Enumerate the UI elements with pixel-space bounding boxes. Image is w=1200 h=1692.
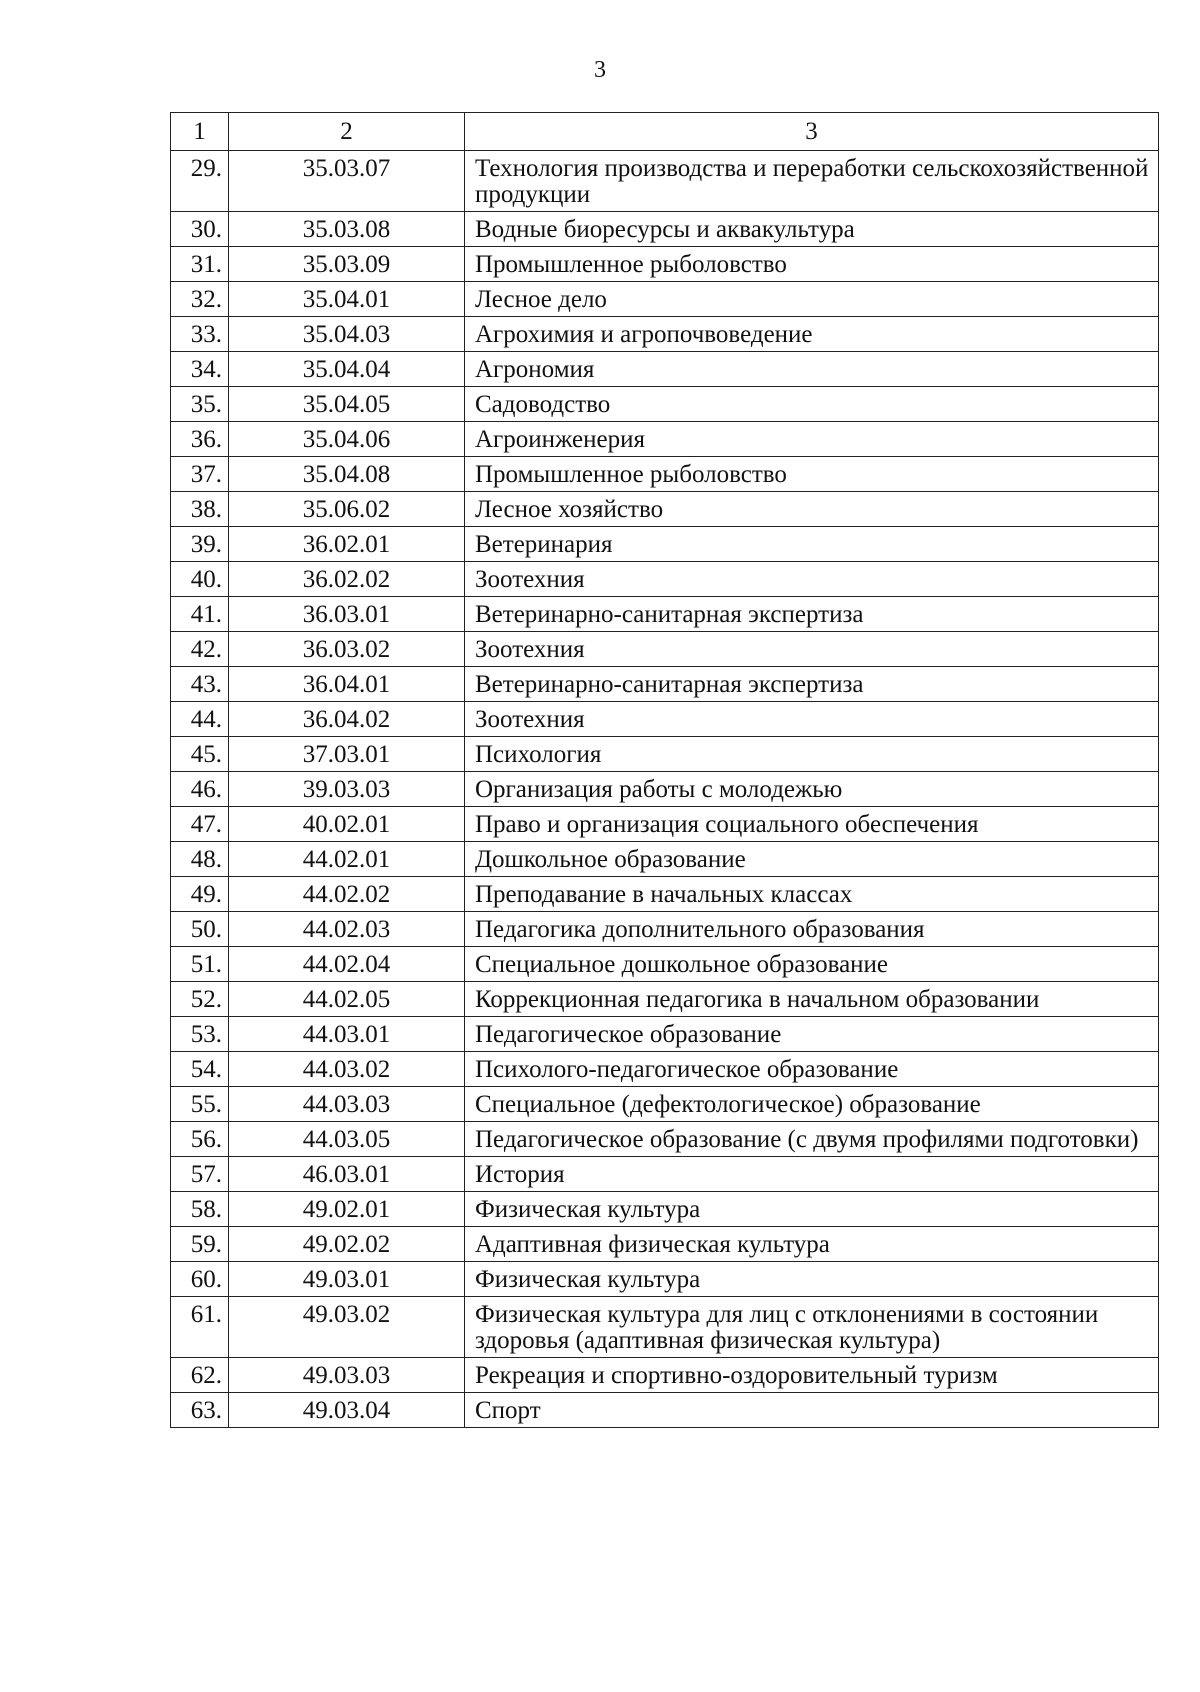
row-number-cell: 57. — [171, 1157, 229, 1192]
row-number-cell: 34. — [171, 352, 229, 387]
table-row — [171, 457, 1159, 492]
specialty-name-cell: Лесное дело — [465, 282, 1159, 317]
specialty-code-cell: 35.03.07 — [229, 151, 465, 212]
specialty-name-cell: Технология производства и переработки сельскохозяйственной продукции — [465, 151, 1159, 212]
column-header-code: 2 — [229, 113, 465, 151]
table-row — [171, 772, 1159, 807]
column-header-number: 1 — [171, 113, 229, 151]
specialty-code-cell: 44.02.02 — [229, 877, 465, 912]
specialty-name-cell: Зоотехния — [465, 702, 1159, 737]
specialty-code-cell: 44.02.05 — [229, 982, 465, 1017]
specialty-name-cell: Ветеринария — [465, 527, 1159, 562]
specialty-name-cell: Психолого-педагогическое образование — [465, 1052, 1159, 1087]
specialty-name-cell: Психология — [465, 737, 1159, 772]
specialty-name-cell: Педагогика дополнительного образования — [465, 912, 1159, 947]
table-row — [171, 912, 1159, 947]
table-row — [171, 562, 1159, 597]
row-number-cell: 43. — [171, 667, 229, 702]
row-number-cell: 50. — [171, 912, 229, 947]
table-row — [171, 352, 1159, 387]
table-row — [171, 1157, 1159, 1192]
specialty-name-cell: Рекреация и спортивно-оздоровительный туризм — [465, 1358, 1159, 1393]
specialty-name-cell: Педагогическое образование — [465, 1017, 1159, 1052]
specialty-name-cell: Зоотехния — [465, 632, 1159, 667]
table-row — [171, 1262, 1159, 1297]
specialty-name-cell: Спорт — [465, 1393, 1159, 1428]
specialty-code-cell: 36.04.01 — [229, 667, 465, 702]
specialty-code-cell: 35.03.08 — [229, 212, 465, 247]
table-row — [171, 702, 1159, 737]
specialty-name-cell: Промышленное рыболовство — [465, 457, 1159, 492]
table-row — [171, 387, 1159, 422]
specialty-name-cell: Дошкольное образование — [465, 842, 1159, 877]
row-number-cell: 40. — [171, 562, 229, 597]
specialty-name-cell: Преподавание в начальных классах — [465, 877, 1159, 912]
specialty-name-cell: Зоотехния — [465, 562, 1159, 597]
specialty-code-cell: 35.04.08 — [229, 457, 465, 492]
specialty-name-cell: Агрохимия и агропочвоведение — [465, 317, 1159, 352]
specialty-code-cell: 40.02.01 — [229, 807, 465, 842]
row-number-cell: 60. — [171, 1262, 229, 1297]
specialty-code-cell: 49.02.02 — [229, 1227, 465, 1262]
specialty-code-cell: 44.03.02 — [229, 1052, 465, 1087]
row-number-cell: 38. — [171, 492, 229, 527]
specialty-name-cell: Физическая культура — [465, 1192, 1159, 1227]
table-row — [171, 317, 1159, 352]
row-number-cell: 56. — [171, 1122, 229, 1157]
specialty-name-cell: История — [465, 1157, 1159, 1192]
specialty-code-cell: 36.02.01 — [229, 527, 465, 562]
table-row — [171, 282, 1159, 317]
specialty-name-cell: Специальное (дефектологическое) образование — [465, 1087, 1159, 1122]
row-number-cell: 61. — [171, 1297, 229, 1358]
specialty-code-cell: 49.03.04 — [229, 1393, 465, 1428]
row-number-cell: 41. — [171, 597, 229, 632]
specialty-code-cell: 35.04.04 — [229, 352, 465, 387]
table-row — [171, 1087, 1159, 1122]
specialty-code-cell: 44.02.01 — [229, 842, 465, 877]
specialty-code-cell: 35.04.05 — [229, 387, 465, 422]
specialty-name-cell: Адаптивная физическая культура — [465, 1227, 1159, 1262]
specialty-code-cell: 49.03.01 — [229, 1262, 465, 1297]
table-row — [171, 737, 1159, 772]
specialty-code-cell: 49.02.01 — [229, 1192, 465, 1227]
specialty-name-cell: Промышленное рыболовство — [465, 247, 1159, 282]
specialty-code-cell: 46.03.01 — [229, 1157, 465, 1192]
row-number-cell: 54. — [171, 1052, 229, 1087]
specialty-name-cell: Физическая культура для лиц с отклонениями в состоянии здоровья (адаптивная физическая культура) — [465, 1297, 1159, 1358]
table-row — [171, 1052, 1159, 1087]
row-number-cell: 53. — [171, 1017, 229, 1052]
specialty-name-cell: Специальное дошкольное образование — [465, 947, 1159, 982]
table-row — [171, 247, 1159, 282]
row-number-cell: 30. — [171, 212, 229, 247]
specialty-code-cell: 35.04.06 — [229, 422, 465, 457]
row-number-cell: 35. — [171, 387, 229, 422]
table-row — [171, 1017, 1159, 1052]
table-row — [171, 597, 1159, 632]
row-number-cell: 45. — [171, 737, 229, 772]
specialty-code-cell: 37.03.01 — [229, 737, 465, 772]
table-row — [171, 667, 1159, 702]
table-row — [171, 1297, 1159, 1358]
row-number-cell: 44. — [171, 702, 229, 737]
specialty-name-cell: Водные биоресурсы и аквакультура — [465, 212, 1159, 247]
table-row — [171, 877, 1159, 912]
specialty-name-cell: Лесное хозяйство — [465, 492, 1159, 527]
row-number-cell: 48. — [171, 842, 229, 877]
table-row — [171, 1393, 1159, 1428]
specialty-name-cell: Садоводство — [465, 387, 1159, 422]
specialty-code-cell: 44.03.03 — [229, 1087, 465, 1122]
row-number-cell: 46. — [171, 772, 229, 807]
specialty-name-cell: Ветеринарно-санитарная экспертиза — [465, 597, 1159, 632]
specialty-code-cell: 35.04.01 — [229, 282, 465, 317]
row-number-cell: 62. — [171, 1358, 229, 1393]
row-number-cell: 39. — [171, 527, 229, 562]
table-row — [171, 1192, 1159, 1227]
table-row — [171, 1122, 1159, 1157]
specialty-name-cell: Педагогическое образование (с двумя профилями подготовки) — [465, 1122, 1159, 1157]
specialties-table — [170, 112, 1159, 1428]
specialty-code-cell: 36.04.02 — [229, 702, 465, 737]
row-number-cell: 59. — [171, 1227, 229, 1262]
row-number-cell: 29. — [171, 151, 229, 212]
column-header-name: 3 — [465, 113, 1159, 151]
specialty-name-cell: Физическая культура — [465, 1262, 1159, 1297]
table-row — [171, 982, 1159, 1017]
specialty-code-cell: 35.03.09 — [229, 247, 465, 282]
specialty-code-cell: 35.04.03 — [229, 317, 465, 352]
row-number-cell: 52. — [171, 982, 229, 1017]
specialty-code-cell: 44.03.01 — [229, 1017, 465, 1052]
row-number-cell: 42. — [171, 632, 229, 667]
row-number-cell: 33. — [171, 317, 229, 352]
table-row — [171, 212, 1159, 247]
page-number: 3 — [594, 57, 606, 83]
specialty-name-cell: Организация работы с молодежью — [465, 772, 1159, 807]
specialty-name-cell: Агрономия — [465, 352, 1159, 387]
row-number-cell: 37. — [171, 457, 229, 492]
specialty-name-cell: Право и организация социального обеспечения — [465, 807, 1159, 842]
table-row — [171, 422, 1159, 457]
specialty-code-cell: 36.02.02 — [229, 562, 465, 597]
row-number-cell: 36. — [171, 422, 229, 457]
row-number-cell: 31. — [171, 247, 229, 282]
table-row — [171, 527, 1159, 562]
table-row — [171, 151, 1159, 212]
table-header — [171, 113, 1159, 151]
specialty-code-cell: 49.03.02 — [229, 1297, 465, 1358]
specialty-code-cell: 36.03.02 — [229, 632, 465, 667]
row-number-cell: 51. — [171, 947, 229, 982]
specialty-code-cell: 44.02.04 — [229, 947, 465, 982]
specialty-code-cell: 49.03.03 — [229, 1358, 465, 1393]
table-row — [171, 1227, 1159, 1262]
table-row — [171, 842, 1159, 877]
specialty-code-cell: 44.02.03 — [229, 912, 465, 947]
specialty-code-cell: 35.06.02 — [229, 492, 465, 527]
row-number-cell: 49. — [171, 877, 229, 912]
table-row — [171, 1358, 1159, 1393]
table-body — [171, 151, 1159, 1428]
specialty-name-cell: Коррекционная педагогика в начальном образовании — [465, 982, 1159, 1017]
row-number-cell: 55. — [171, 1087, 229, 1122]
table-row — [171, 492, 1159, 527]
specialty-code-cell: 36.03.01 — [229, 597, 465, 632]
row-number-cell: 63. — [171, 1393, 229, 1428]
specialty-name-cell: Агроинженерия — [465, 422, 1159, 457]
specialty-name-cell: Ветеринарно-санитарная экспертиза — [465, 667, 1159, 702]
specialty-code-cell: 44.03.05 — [229, 1122, 465, 1157]
table-row — [171, 947, 1159, 982]
row-number-cell: 58. — [171, 1192, 229, 1227]
row-number-cell: 47. — [171, 807, 229, 842]
row-number-cell: 32. — [171, 282, 229, 317]
table-row — [171, 632, 1159, 667]
specialty-code-cell: 39.03.03 — [229, 772, 465, 807]
table-row — [171, 807, 1159, 842]
header-row — [171, 113, 1159, 151]
